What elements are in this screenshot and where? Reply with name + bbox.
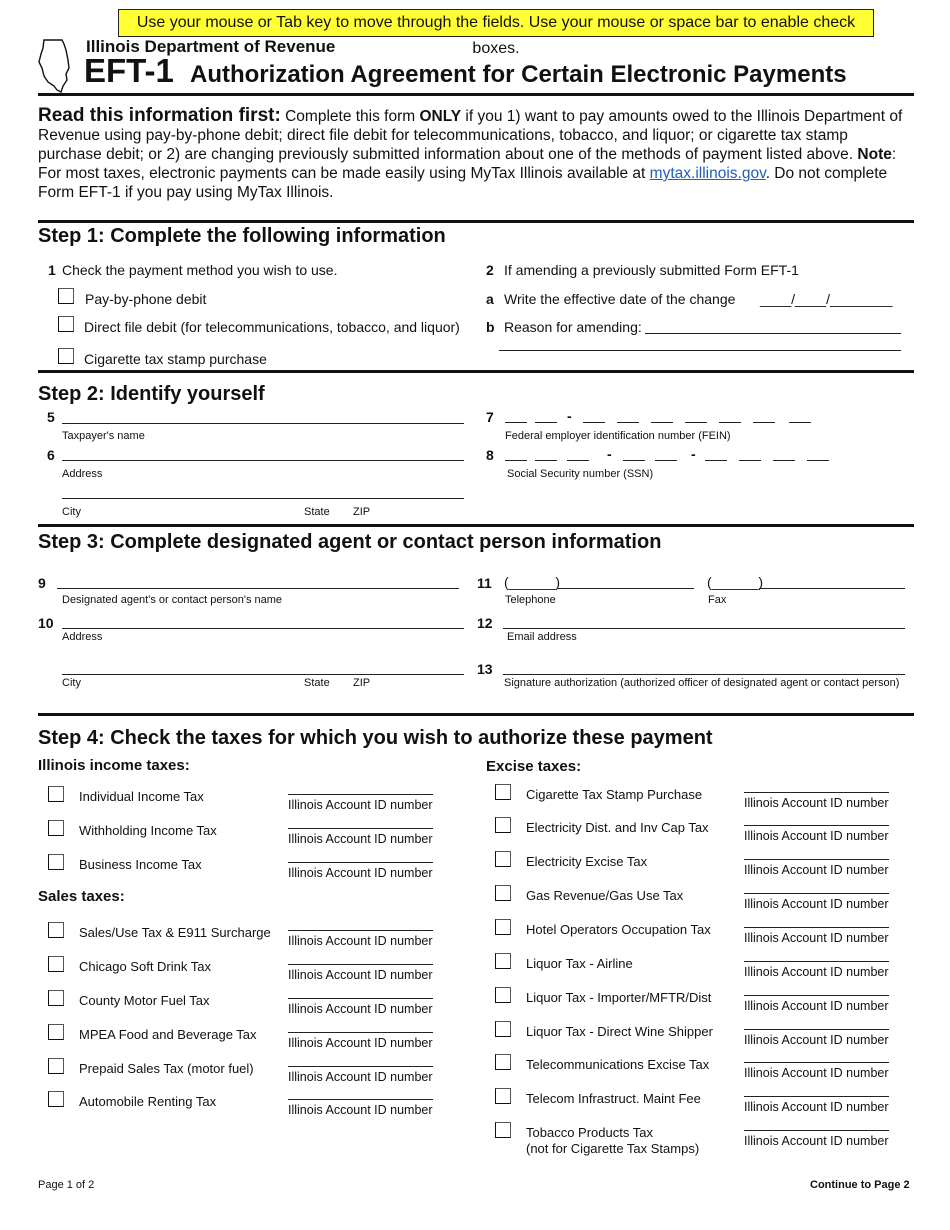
excise-tax-checkbox[interactable]: [495, 987, 511, 1003]
sales-tax-checkbox[interactable]: [48, 1024, 64, 1040]
excise-tax-label: Telecom Infrastruct. Maint Fee: [526, 1091, 701, 1106]
field12-number: 12: [477, 615, 493, 631]
excise-tax-account-id-label: Illinois Account ID number: [744, 1134, 889, 1148]
sales-tax-account-id-label: Illinois Account ID number: [288, 1036, 433, 1050]
q2-text: If amending a previously submitted Form EFT-1: [504, 262, 799, 278]
income-tax-account-id-label: Illinois Account ID number: [288, 832, 433, 846]
sales-tax-account-id-label: Illinois Account ID number: [288, 968, 433, 982]
step2-rule: [38, 370, 914, 373]
instructions-banner: Use your mouse or Tab key to move through the fields. Use your mouse or space bar to enable check boxes.: [118, 9, 874, 37]
excise-tax-checkbox[interactable]: [495, 851, 511, 867]
excise-tax-account-id-label: Illinois Account ID number: [744, 1066, 889, 1080]
qa-text: Write the effective date of the change: [504, 291, 736, 307]
excise-tax-checkbox[interactable]: [495, 1054, 511, 1070]
excise-tax-account-id-field[interactable]: [744, 825, 889, 826]
income-tax-account-id-field[interactable]: [288, 794, 433, 795]
reason-field-2[interactable]: [499, 350, 901, 351]
agent-zip-label: ZIP: [353, 677, 371, 689]
fax-label: Fax: [708, 594, 727, 606]
income-tax-account-id-field[interactable]: [288, 828, 433, 829]
excise-tax-account-id-field[interactable]: [744, 961, 889, 962]
excise-tax-label: Liquor Tax - Direct Wine Shipper: [526, 1024, 713, 1039]
taxpayer-name-field[interactable]: [62, 423, 464, 424]
income-tax-label: Withholding Income Tax: [79, 823, 217, 838]
income-tax-checkbox[interactable]: [48, 786, 64, 802]
excise-tax-checkbox[interactable]: [495, 953, 511, 969]
excise-tax-account-id-label: Illinois Account ID number: [744, 796, 889, 810]
email-label: Email address: [507, 631, 577, 643]
cigarette-stamp-checkbox[interactable]: [58, 348, 74, 364]
field11-number: 11: [477, 575, 492, 591]
qa-letter: a: [486, 291, 494, 307]
direct-file-debit-label: Direct file debit (for telecommunications, tobacco, and liquor): [84, 319, 460, 335]
excise-taxes-heading: Excise taxes:: [486, 758, 582, 775]
illinois-state-outline-icon: [36, 38, 74, 94]
department-name: Illinois Department of Revenue: [86, 37, 336, 56]
fax-field[interactable]: [759, 588, 905, 589]
excise-tax-account-id-label: Illinois Account ID number: [744, 1033, 889, 1047]
excise-tax-account-id-field[interactable]: [744, 792, 889, 793]
taxpayer-address-field[interactable]: [62, 460, 464, 461]
excise-tax-account-id-label: Illinois Account ID number: [744, 1100, 889, 1114]
page-number: Page 1 of 2: [38, 1179, 95, 1191]
excise-tax-account-id-label: Illinois Account ID number: [744, 965, 889, 979]
field5-number: 5: [47, 409, 55, 425]
income-tax-account-id-label: Illinois Account ID number: [288, 866, 433, 880]
excise-tax-account-id-field[interactable]: [744, 1096, 889, 1097]
sales-tax-checkbox[interactable]: [48, 1091, 64, 1107]
ssn-field[interactable]: [505, 446, 835, 464]
excise-tax-account-id-field[interactable]: [744, 1062, 889, 1063]
agent-state-label: State: [304, 677, 330, 689]
step1-rule: [38, 220, 914, 223]
telephone-area-code[interactable]: (______): [504, 574, 561, 590]
excise-tax-checkbox[interactable]: [495, 1021, 511, 1037]
step2-title: Step 2: Identify yourself: [38, 383, 265, 405]
excise-tax-account-id-label: Illinois Account ID number: [744, 897, 889, 911]
intro-lead: Read this information first:: [38, 105, 281, 126]
sales-tax-account-id-field[interactable]: [288, 930, 433, 931]
sales-tax-account-id-field[interactable]: [288, 1099, 433, 1100]
sales-tax-account-id-label: Illinois Account ID number: [288, 1002, 433, 1016]
excise-tax-account-id-label: Illinois Account ID number: [744, 863, 889, 877]
header-rule: [38, 93, 914, 96]
sales-tax-account-id-label: Illinois Account ID number: [288, 1070, 433, 1084]
income-tax-label: Individual Income Tax: [79, 789, 204, 804]
excise-tax-label: Electricity Dist. and Inv Cap Tax: [526, 820, 709, 835]
income-tax-account-id-field[interactable]: [288, 862, 433, 863]
fein-hyphen: -: [567, 408, 572, 424]
tobacco-note: (not for Cigarette Tax Stamps): [526, 1141, 700, 1156]
income-tax-label: Business Income Tax: [79, 857, 202, 872]
step3-rule: [38, 524, 914, 527]
step4-title: Step 4: Check the taxes for which you wish to authorize these payment: [38, 727, 713, 749]
intro-note: Note: [857, 146, 892, 163]
excise-tax-account-id-field[interactable]: [744, 1130, 889, 1131]
fein-label: Federal employer identification number (FEIN): [505, 430, 731, 442]
cigarette-stamp-label: Cigarette tax stamp purchase: [84, 351, 267, 367]
excise-tax-account-id-field[interactable]: [744, 1029, 889, 1030]
form-title: Authorization Agreement for Certain Electronic Payments: [190, 61, 847, 88]
agent-address-label: Address: [62, 631, 103, 643]
sales-tax-account-id-field[interactable]: [288, 964, 433, 965]
taxpayer-state-label: State: [304, 506, 330, 518]
qb-text: Reason for amending:: [504, 319, 642, 335]
excise-tax-label: Gas Revenue/Gas Use Tax: [526, 888, 684, 903]
excise-tax-label: Liquor Tax - Airline: [526, 956, 633, 971]
income-tax-checkbox[interactable]: [48, 854, 64, 870]
excise-tax-account-id-label: Illinois Account ID number: [744, 931, 889, 945]
ssn-hyphen-2: -: [691, 446, 696, 462]
reason-field-1[interactable]: [645, 333, 901, 334]
excise-tax-label: Tobacco Products Tax: [526, 1125, 653, 1140]
income-tax-checkbox[interactable]: [48, 820, 64, 836]
form-number: EFT-1: [84, 52, 174, 89]
fax-area-code[interactable]: (______): [707, 574, 764, 590]
qb-letter: b: [486, 319, 495, 335]
step1-title: Step 1: Complete the following information: [38, 225, 446, 247]
income-taxes-heading: Illinois income taxes:: [38, 757, 190, 774]
pay-by-phone-label: Pay-by-phone debit: [85, 291, 207, 307]
excise-tax-account-id-field[interactable]: [744, 859, 889, 860]
intro-text-1: Complete this form: [280, 108, 420, 125]
sales-tax-label: Prepaid Sales Tax (motor fuel): [79, 1061, 254, 1076]
intro-text-3: : For most taxes, electronic payments can be made easily using MyTax Illinois available at: [38, 146, 897, 182]
sales-tax-checkbox[interactable]: [48, 956, 64, 972]
agent-name-label: Designated agent's or contact person's name: [62, 594, 283, 606]
taxpayer-address-label: Address: [62, 468, 103, 480]
continue-label: Continue to Page 2: [810, 1179, 910, 1191]
intro-only: ONLY: [419, 108, 462, 125]
excise-tax-checkbox[interactable]: [495, 784, 511, 800]
sales-tax-checkbox[interactable]: [48, 922, 64, 938]
taxpayer-zip-label: ZIP: [353, 506, 371, 518]
step4-rule: [38, 713, 914, 716]
step3-title: Step 3: Complete designated agent or contact person information: [38, 531, 662, 553]
field8-number: 8: [486, 447, 494, 463]
signature-label: Signature authorization (authorized officer of designated agent or contact person): [504, 677, 900, 689]
excise-tax-account-id-field[interactable]: [744, 995, 889, 996]
excise-tax-account-id-label: Illinois Account ID number: [744, 829, 889, 843]
taxpayer-city-label: City: [62, 506, 81, 518]
sales-tax-account-id-field[interactable]: [288, 1066, 433, 1067]
intro-paragraph: [38, 106, 914, 202]
sales-tax-account-id-field[interactable]: [288, 1032, 433, 1033]
agent-city-label: City: [62, 677, 81, 689]
taxpayer-name-label: Taxpayer's name: [62, 430, 145, 442]
taxpayer-city-state-zip-field[interactable]: [62, 498, 464, 499]
field9-number: 9: [38, 575, 46, 591]
income-tax-account-id-label: Illinois Account ID number: [288, 798, 433, 812]
field6-number: 6: [47, 447, 55, 463]
pay-by-phone-checkbox[interactable]: [58, 288, 74, 304]
excise-tax-checkbox[interactable]: [495, 817, 511, 833]
sales-tax-label: Sales/Use Tax & E911 Surcharge: [79, 925, 271, 940]
field10-number: 10: [38, 615, 54, 631]
sales-tax-checkbox[interactable]: [48, 1058, 64, 1074]
ssn-label: Social Security number (SSN): [507, 468, 654, 480]
direct-file-debit-checkbox[interactable]: [58, 316, 74, 332]
sales-tax-label: County Motor Fuel Tax: [79, 993, 210, 1008]
excise-tax-account-id-label: Illinois Account ID number: [744, 999, 889, 1013]
excise-tax-account-id-field[interactable]: [744, 927, 889, 928]
sales-tax-label: Automobile Renting Tax: [79, 1094, 217, 1109]
excise-tax-checkbox[interactable]: [495, 1122, 511, 1138]
q1-text: Check the payment method you wish to use.: [62, 262, 338, 278]
q1-number: 1: [48, 262, 56, 278]
excise-tax-checkbox[interactable]: [495, 919, 511, 935]
q2-number: 2: [486, 262, 494, 278]
ssn-hyphen-1: -: [607, 446, 612, 462]
signature-field[interactable]: [503, 674, 905, 675]
mytax-link[interactable]: mytax.illinois.gov: [649, 165, 766, 182]
excise-tax-label: Liquor Tax - Importer/MFTR/Dist: [526, 990, 712, 1005]
intro-text-4: . Do not complete Form EFT-1 if you pay using MyTax Illinois.: [38, 165, 888, 201]
fein-field[interactable]: [505, 408, 825, 426]
sales-taxes-heading: Sales taxes:: [38, 888, 125, 905]
excise-tax-account-id-field[interactable]: [744, 893, 889, 894]
effective-date-field[interactable]: ____/____/________: [760, 291, 893, 307]
excise-tax-label: Cigarette Tax Stamp Purchase: [526, 787, 703, 802]
agent-address-field[interactable]: [62, 628, 464, 629]
agent-name-field[interactable]: [57, 588, 459, 589]
excise-tax-label: Electricity Excise Tax: [526, 854, 648, 869]
sales-tax-account-id-field[interactable]: [288, 998, 433, 999]
excise-tax-checkbox[interactable]: [495, 885, 511, 901]
intro-text-2: if you 1) want to pay amounts owed to the Illinois Department of Revenue using pay-by-phone debit; direct file debit for telecommunications, tobacco, and liquor; or cigarette tax stamp purchase debit; or 2) are changing previously submitted information about one of the methods of payment listed above.: [38, 108, 903, 163]
telephone-field[interactable]: [557, 588, 694, 589]
sales-tax-checkbox[interactable]: [48, 990, 64, 1006]
excise-tax-label: Hotel Operators Occupation Tax: [526, 922, 711, 937]
excise-tax-checkbox[interactable]: [495, 1088, 511, 1104]
field13-number: 13: [477, 661, 493, 677]
sales-tax-label: Chicago Soft Drink Tax: [79, 959, 211, 974]
sales-tax-account-id-label: Illinois Account ID number: [288, 934, 433, 948]
excise-tax-label: Telecommunications Excise Tax: [526, 1057, 710, 1072]
email-field[interactable]: [503, 628, 905, 629]
telephone-label: Telephone: [505, 594, 556, 606]
sales-tax-account-id-label: Illinois Account ID number: [288, 1103, 433, 1117]
agent-city-state-zip-field[interactable]: [62, 674, 464, 675]
sales-tax-label: MPEA Food and Beverage Tax: [79, 1027, 257, 1042]
field7-number: 7: [486, 409, 494, 425]
